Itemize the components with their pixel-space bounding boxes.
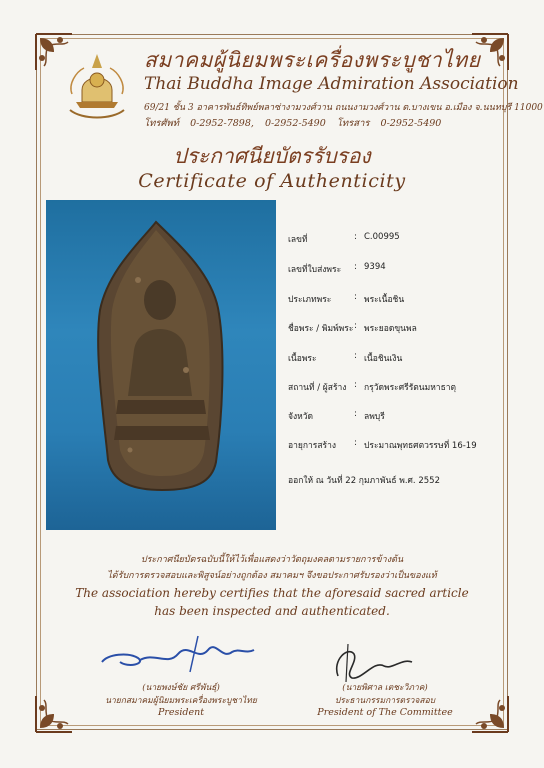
detail-colon: : [354, 232, 357, 242]
detail-label: สถานที่ / ผู้สร้าง [288, 383, 347, 393]
detail-colon: : [354, 351, 357, 361]
fax-label: โทรสาร [336, 118, 370, 129]
statement-english-line-1: The association hereby certifies that the aforesaid sacred article [75, 586, 469, 600]
committee-president-title-thai: ประธานกรรมการตรวจสอบ [334, 696, 436, 706]
president-name: (นายพงษ์ชัย ศรีพันธุ์) [142, 683, 220, 693]
detail-value: 9394 [364, 262, 386, 272]
detail-label: เลขที่ [288, 235, 308, 245]
certificate-title-thai: ประกาศนียบัตรรับรอง [173, 144, 371, 168]
corner-ornament-icon [34, 694, 74, 734]
detail-value: พระเนื้อชิน [364, 295, 405, 305]
org-address: 69/21 ชั้น 3 อาคารพันธ์ทิพย์พลาซ่างามวงศ์วาน ถนนงามวงศ์วาน ต.บางเขน อ.เมือง จ.นนทบุรี 11000 [144, 103, 543, 113]
detail-value: กรุวัดพระศรีรัตนมหาธาตุ [364, 383, 457, 393]
phone-label: โทรศัพท์ [144, 118, 180, 129]
association-logo [62, 50, 132, 126]
org-contacts [144, 116, 449, 131]
committee-president-title-english: President of The Committee [317, 707, 453, 718]
phone-number-2: 0-2952-5490 [264, 118, 326, 129]
president-title-english: President [157, 707, 205, 718]
committee-signature [318, 640, 418, 684]
detail-colon: : [354, 292, 357, 302]
detail-colon: : [354, 380, 357, 390]
detail-colon: : [354, 321, 357, 331]
detail-label: จังหวัด [288, 412, 314, 422]
statement-thai-line-2: ได้รับการตรวจสอบและพิสูจน์อย่างถูกต้อง สมาคมฯ จึงขอประกาศรับรองว่าเป็นของแท้ [107, 571, 437, 581]
detail-value: พระยอดขุนพล [364, 324, 417, 334]
fax-number: 0-2952-5490 [380, 118, 442, 129]
president-title-thai: นายกสมาคมผู้นิยมพระเครื่องพระบูชาไทย [105, 696, 257, 706]
phone-number-1: 0-2952-7898, [190, 118, 254, 129]
detail-value: ประมาณพุทธศตวรรษที่ 16-19 [364, 441, 477, 451]
corner-ornament-icon [470, 694, 510, 734]
statement-thai-line-1: ประกาศนียบัตรฉบับนี้ให้ไว้เพื่อแสดงว่าวัตถุมงคลตามรายการข้างต้น [140, 555, 404, 565]
org-name-thai: สมาคมผู้นิยมพระเครื่องพระบูชาไทย [144, 48, 481, 72]
detail-label: ชื่อพระ / พิมพ์พระ [288, 324, 354, 334]
detail-label: อายุการสร้าง [288, 441, 337, 451]
detail-label: เลขที่ใบส่งพระ [288, 265, 342, 275]
detail-colon: : [354, 409, 357, 419]
president-signature [98, 632, 258, 676]
detail-label: ประเภทพระ [288, 295, 332, 305]
committee-president-name: (นายพิศาล เตชะวิภาค) [342, 683, 428, 693]
certificate-title-english: Certificate of Authenticity [138, 170, 406, 192]
detail-colon: : [354, 438, 357, 448]
org-name-english: Thai Buddha Image Admiration Association [144, 74, 519, 94]
detail-value: C.00995 [364, 232, 400, 242]
detail-value: ลพบุรี [364, 412, 385, 422]
detail-value: เนื้อชินเงิน [364, 354, 403, 364]
detail-label: เนื้อพระ [288, 354, 317, 364]
amulet-photo [46, 200, 276, 530]
detail-colon: : [354, 262, 357, 272]
issue-date: ออกให้ ณ วันที่ 22 กุมภาพันธ์ พ.ศ. 2552 [288, 476, 440, 486]
statement-english-line-2: has been inspected and authenticated. [154, 604, 390, 618]
